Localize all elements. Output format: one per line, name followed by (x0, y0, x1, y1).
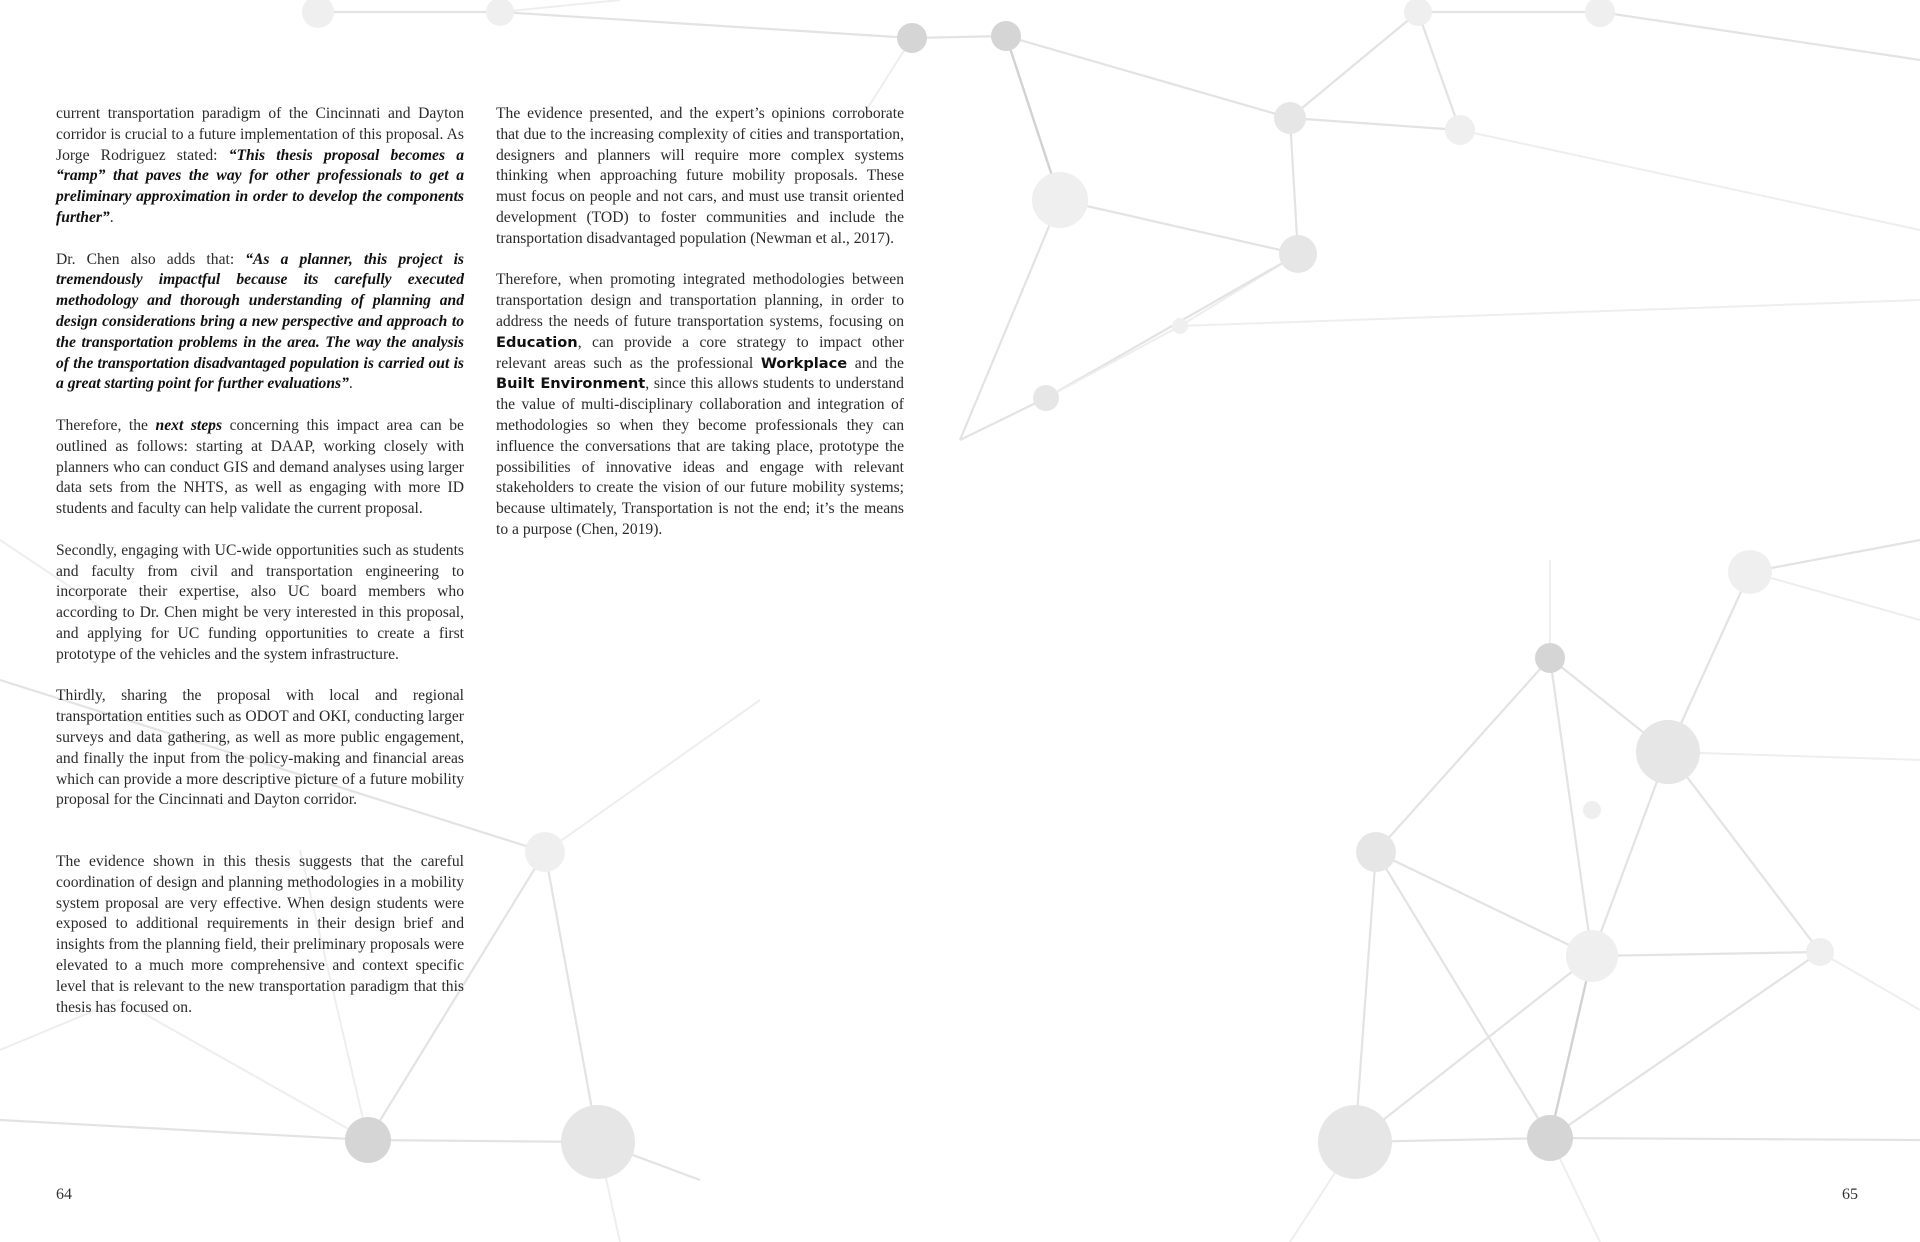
left-paragraph-chen-quote (56, 250, 464, 396)
left-paragraph-rodriguez-quote (56, 104, 464, 229)
text-run: . (348, 375, 353, 393)
education-keyword: Education (496, 333, 578, 351)
right-paragraph-integrated-methodologies (496, 270, 904, 540)
left-paragraph-secondly: Secondly, engaging with UC-wide opportunities such as students and faculty from civil and transportation engineering to incorporate their expertise, also UC board members who according to Dr. Chen might be very interested in this proposal, and applying for UC funding opportunities to create a first prototype of the vehicles and the system infrastructure. (56, 541, 464, 663)
rodriguez-quote: “This thesis proposal becomes a “ramp” that paves the way for other professionals to get a preliminary approximation in order to develop the components further” (56, 146, 464, 226)
chen-quote: “As a planner, this project is tremendously impactful because its carefully executed methodology and thorough understanding of planning and design considerations bring a new perspective and approach to the transportation problems in the area. The way the analysis of the transportation disadvantaged population is carried out is a great starting point for further evaluations” (56, 250, 464, 393)
text-run: , since this allows students to understand the value of multi-disciplinary collaboration and integration of methodologies so when they become professionals they can influence the conversations that are taking place, prototype the possibilities of innovative ideas and engage with relevant stakeholders to create the vision of our future mobility systems; because ultimately, Transportation is not the end; it’s the means to a purpose (Chen, 2019). (496, 375, 904, 538)
text-run: Therefore, the (56, 416, 156, 434)
workplace-keyword: Workplace (760, 354, 848, 372)
left-paragraph-thirdly: Thirdly, sharing the proposal with local and regional transportation entities such as ODOT and OKI, conducting larger surveys and data gathering, as well as more public engagement, and finally the input from the policy-making and financial areas which can provide a more descriptive picture of a future mobility proposal for the Cincinnati and Dayton corridor. (56, 687, 464, 809)
left-paragraph-conclusion: The evidence shown in this thesis suggests that the careful coordination of design and planning methodologies in a mobility system proposal are very effective. When design students were exposed to additional requirements in their design brief and insights from the planning field, their preliminary proposals were elevated to a much more comprehensive and context specific level that is relevant to the new transportation paradigm that this thesis has focused on. (56, 853, 464, 1016)
text-run: Therefore, when promoting integrated methodologies between transportation design and transportation planning, in order to address the needs of future transportation systems, focusing on (496, 271, 904, 330)
right-page-text-column (496, 104, 904, 562)
text-run: and the (847, 354, 904, 372)
text-run: . (109, 208, 114, 226)
page-number-left: 64 (56, 1186, 72, 1203)
text-run: Dr. Chen also adds that: (56, 250, 246, 268)
text-run: , can provide a core strategy to impact other relevant areas such as the professional (496, 333, 904, 372)
text-run: concerning this impact area can be outlined as follows: starting at DAAP, working closely with planners who can conduct GIS and demand analyses using larger data sets from the NHTS, as well as engaging with more ID students and faculty can help validate the current proposal. (56, 416, 464, 518)
built-environment-keyword: Built Environment (496, 375, 646, 393)
left-paragraph-next-steps (56, 416, 464, 520)
left-page-text-column (56, 104, 464, 1039)
text-run: current transportation paradigm of the Cincinnati and Dayton corridor is crucial to a future implementation of this proposal. As Jorge Rodriguez stated: (56, 105, 464, 164)
right-paragraph-evidence: The evidence presented, and the expert’s opinions corroborate that due to the increasing complexity of cities and transportation, designers and planners will require more complex systems thinking when approaching future mobility proposals. These must focus on people and not cars, and must use transit oriented development (TOD) to foster communities and include the transportation disadvantaged population (Newman et al., 2017). (496, 105, 904, 247)
page-number-right: 65 (1842, 1186, 1858, 1203)
next-steps-emphasis: next steps (155, 416, 223, 434)
